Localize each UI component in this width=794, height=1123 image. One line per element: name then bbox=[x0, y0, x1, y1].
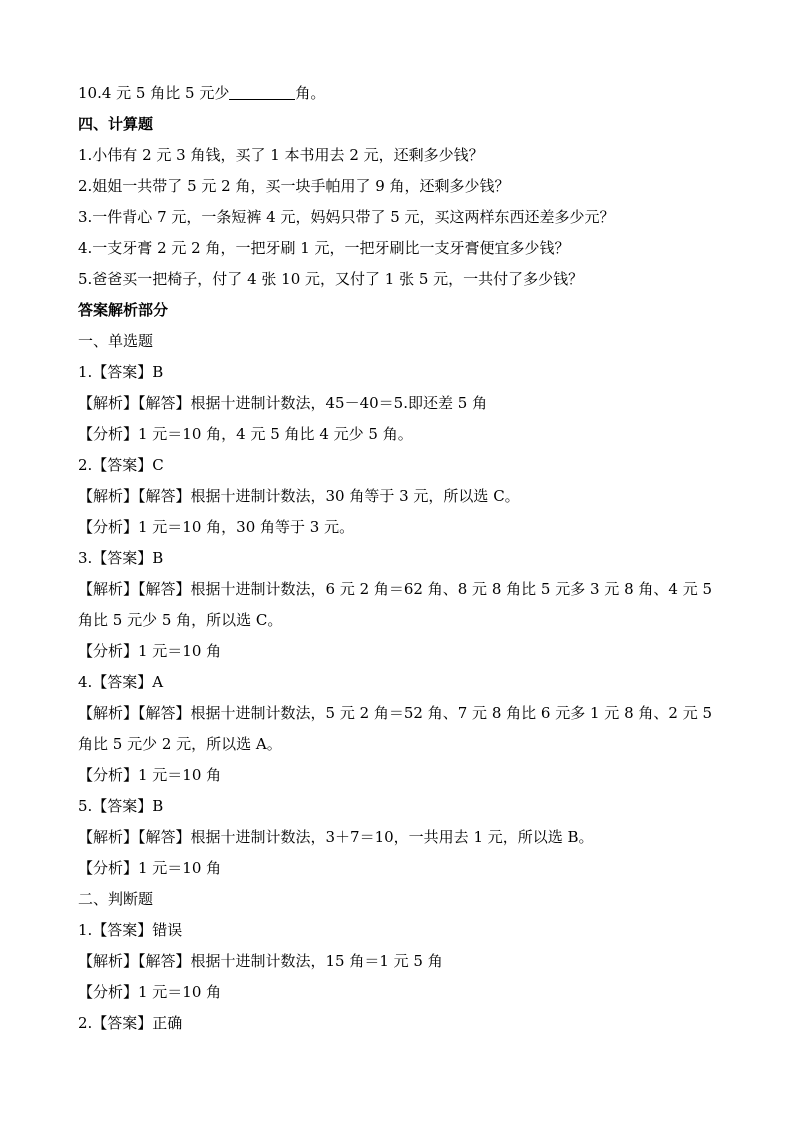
analysis-line: 【分析】1 元＝10 角 bbox=[78, 642, 222, 660]
answers-heading: 答案解析部分 bbox=[78, 301, 169, 319]
answer-line: 1.【答案】错误 bbox=[78, 921, 183, 939]
calc-question: 1.小伟有 2 元 3 角钱，买了 1 本书用去 2 元，还剩多少钱？ bbox=[78, 146, 484, 164]
answer-line: 5.【答案】B bbox=[78, 797, 164, 815]
analysis-line: 【分析】1 元＝10 角 bbox=[78, 983, 222, 1001]
section-heading-true-false: 二、判断题 bbox=[78, 890, 154, 908]
explanation-line: 【解析】【解答】根据十进制计数法，30 角等于 3 元，所以选 C。 bbox=[78, 487, 520, 505]
explanation-line: 【解析】【解答】根据十进制计数法，5 元 2 角＝52 角、7 元 8 角比 6 元多 1 元 8 角、2 元 5 角比 5 元少 2 元，所以选 A。 bbox=[78, 704, 713, 753]
document-page bbox=[78, 78, 718, 1039]
analysis-line: 【分析】1 元＝10 角 bbox=[78, 766, 222, 784]
explanation-line: 【解析】【解答】根据十进制计数法，45－40＝5.即还差 5 角 bbox=[78, 394, 488, 412]
explanation-line: 【解析】【解答】根据十进制计数法，15 角＝1 元 5 角 bbox=[78, 952, 443, 970]
answer-line: 2.【答案】C bbox=[78, 456, 164, 474]
section-heading-single-choice: 一、单选题 bbox=[78, 332, 154, 350]
analysis-line: 【分析】1 元＝10 角，30 角等于 3 元。 bbox=[78, 518, 355, 536]
analysis-line: 【分析】1 元＝10 角，4 元 5 角比 4 元少 5 角。 bbox=[78, 425, 413, 443]
calc-question: 5.爸爸买一把椅子，付了 4 张 10 元，又付了 1 张 5 元，一共付了多少钱？ bbox=[78, 270, 584, 288]
fill-blank-question-10 bbox=[78, 78, 718, 109]
answer-line: 2.【答案】正确 bbox=[78, 1014, 183, 1032]
answer-line: 1.【答案】B bbox=[78, 363, 164, 381]
question-text: 10.4 元 5 角比 5 元少 bbox=[78, 84, 230, 102]
calc-question: 2.姐姐一共带了 5 元 2 角，买一块手帕用了 9 角，还剩多少钱？ bbox=[78, 177, 510, 195]
answer-blank bbox=[229, 83, 295, 100]
explanation-line: 【解析】【解答】根据十进制计数法，6 元 2 角＝62 角、8 元 8 角比 5 元多 3 元 8 角、4 元 5 角比 5 元少 5 角，所以选 C。 bbox=[78, 580, 713, 629]
answer-line: 3.【答案】B bbox=[78, 549, 164, 567]
analysis-line: 【分析】1 元＝10 角 bbox=[78, 859, 222, 877]
answer-line: 4.【答案】A bbox=[78, 673, 164, 691]
question-text-end: 角。 bbox=[295, 84, 326, 102]
calc-question: 4.一支牙膏 2 元 2 角，一把牙刷 1 元，一把牙刷比一支牙膏便宜多少钱？ bbox=[78, 239, 570, 257]
section-heading-calculation: 四、计算题 bbox=[78, 115, 154, 133]
explanation-line: 【解析】【解答】根据十进制计数法，3＋7＝10，一共用去 1 元，所以选 B。 bbox=[78, 828, 594, 846]
calc-question: 3.一件背心 7 元，一条短裤 4 元，妈妈只带了 5 元，买这两样东西还差多少元？ bbox=[78, 208, 615, 226]
